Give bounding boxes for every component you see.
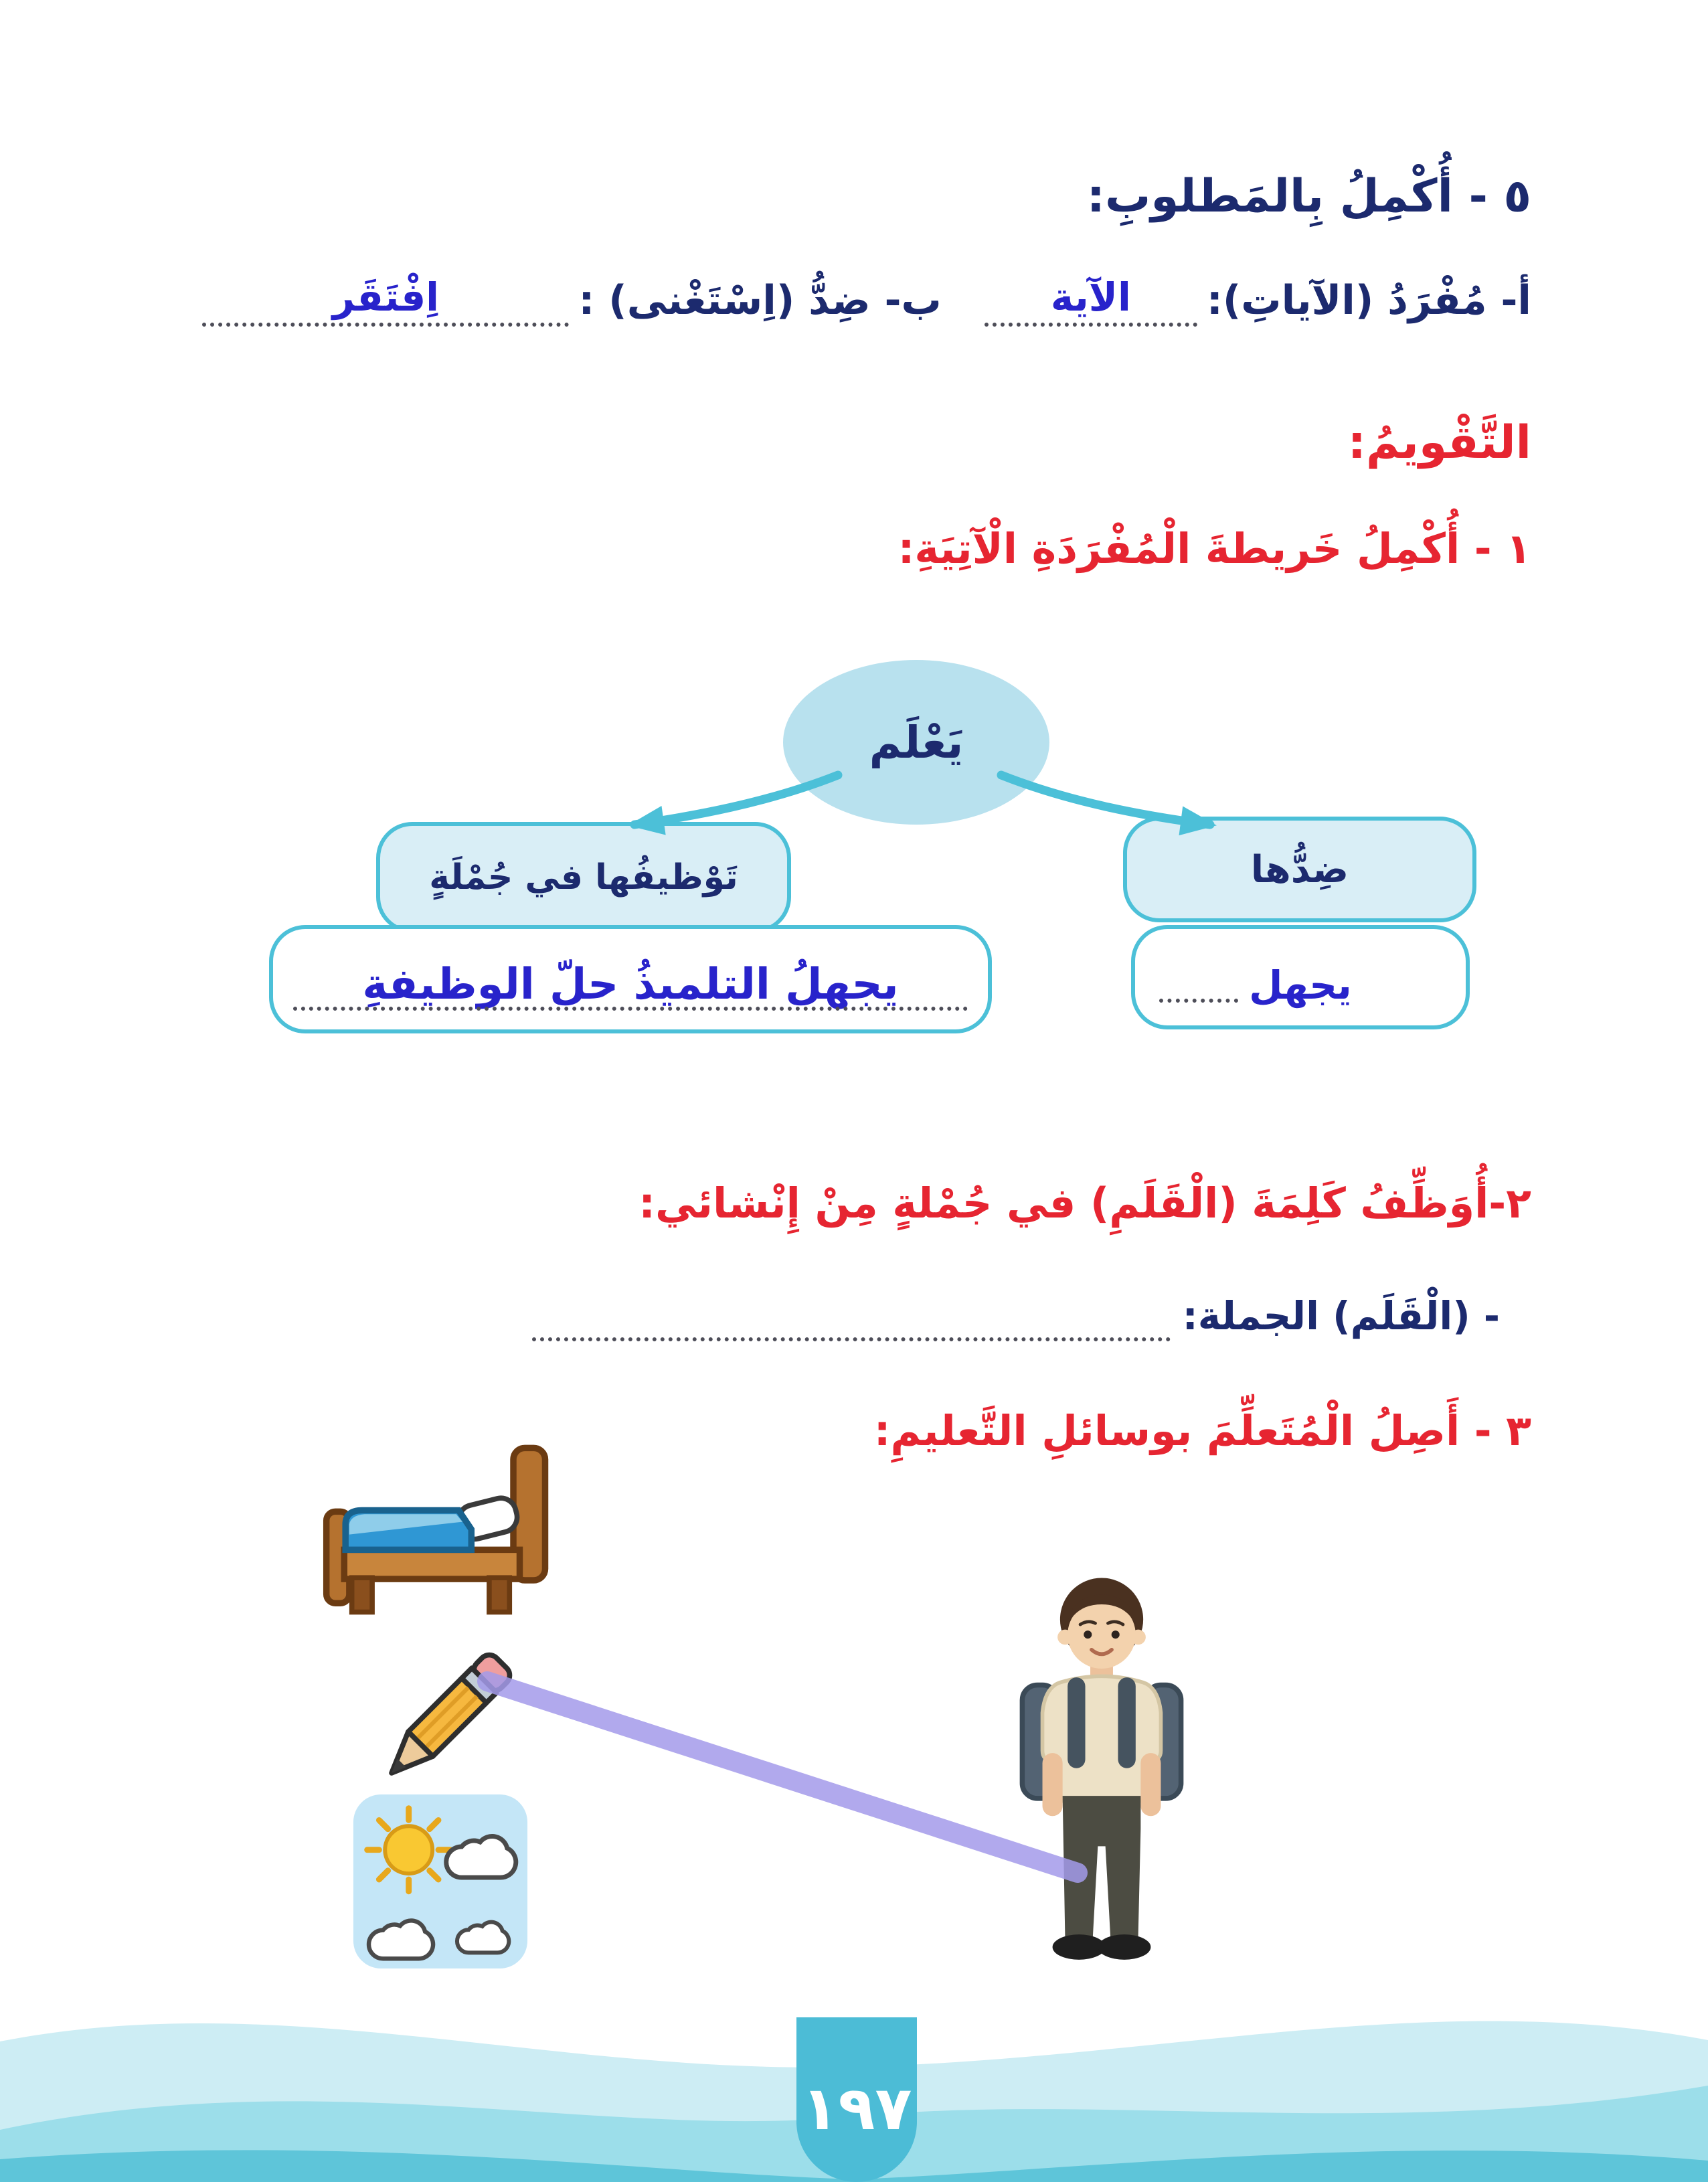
word-map-opposite-label: ضِدُّها (1250, 847, 1349, 892)
word-map-opposite-answer-box (1131, 925, 1470, 1029)
q2-answer-label: - (الْقَلَم) الجملة: (1182, 1292, 1500, 1339)
word-map-usage-answer-box (269, 925, 992, 1033)
q5-heading: ٥ - أُكْمِلُ بِالمَطلوبِ: (1086, 170, 1531, 223)
q5-part-b-blank-line (202, 269, 569, 327)
q5-part-b-label: ب- ضِدُّ (اِسْتَغْنى) : (578, 277, 942, 324)
q5-answers-row (167, 269, 1531, 327)
evaluation-title: التَّقْويمُ: (1347, 416, 1531, 469)
q5-part-b-answer: اِفْتَقَر (332, 274, 440, 320)
q5-part-b (202, 269, 941, 327)
word-map-center-word: يَعْلَم (869, 716, 964, 768)
q2-blank-line (532, 1289, 1171, 1341)
word-map-center-bubble (783, 660, 1049, 825)
word-map-usage-answer: يجهلُ التلميذُ حلّ الوظيفةِ (362, 960, 899, 1009)
sun-clouds-icon (329, 1792, 551, 1970)
word-map-opposite-answer: يجهل (1249, 962, 1352, 1008)
bed-icon (316, 1440, 558, 1618)
word-map-opposite-label-box (1123, 817, 1476, 922)
word-map-usage-label-box (376, 822, 791, 933)
dotted-blank-line (293, 1007, 968, 1011)
q5-part-a-blank-line (985, 269, 1197, 327)
q5-part-a (985, 269, 1531, 327)
q2-heading: ٢-أُوَظِّفُ كَلِمَةَ (الْقَلَمِ) في جُمْلةٍ مِنْ إِنْشائي: (638, 1179, 1531, 1228)
q5-part-a-answer: الآية (1050, 274, 1131, 320)
word-map-usage-label: تَوْظيفُها في جُمْلَةٍ (429, 857, 738, 898)
pencil-icon (337, 1633, 552, 1807)
page-number: ١٩٧ (801, 2073, 912, 2144)
q3-heading: ٣ - أَصِلُ الْمُتَعلِّمَ بوسائلِ التَّعليمِ: (873, 1406, 1531, 1455)
dotted-blank-line (1159, 999, 1238, 1003)
q5-part-a-label: أ- مُفْرَدُ (الآياتِ): (1206, 277, 1531, 324)
student-boy-illustration (995, 1554, 1209, 1997)
page-number-ribbon (796, 2017, 917, 2182)
q1-heading: ١ - أُكْمِلُ خَريطةَ الْمُفْرَدَةِ الْآتِيَةِ: (898, 524, 1531, 573)
match-connector-line (487, 1681, 1078, 1873)
q2-answer-row (532, 1289, 1500, 1341)
